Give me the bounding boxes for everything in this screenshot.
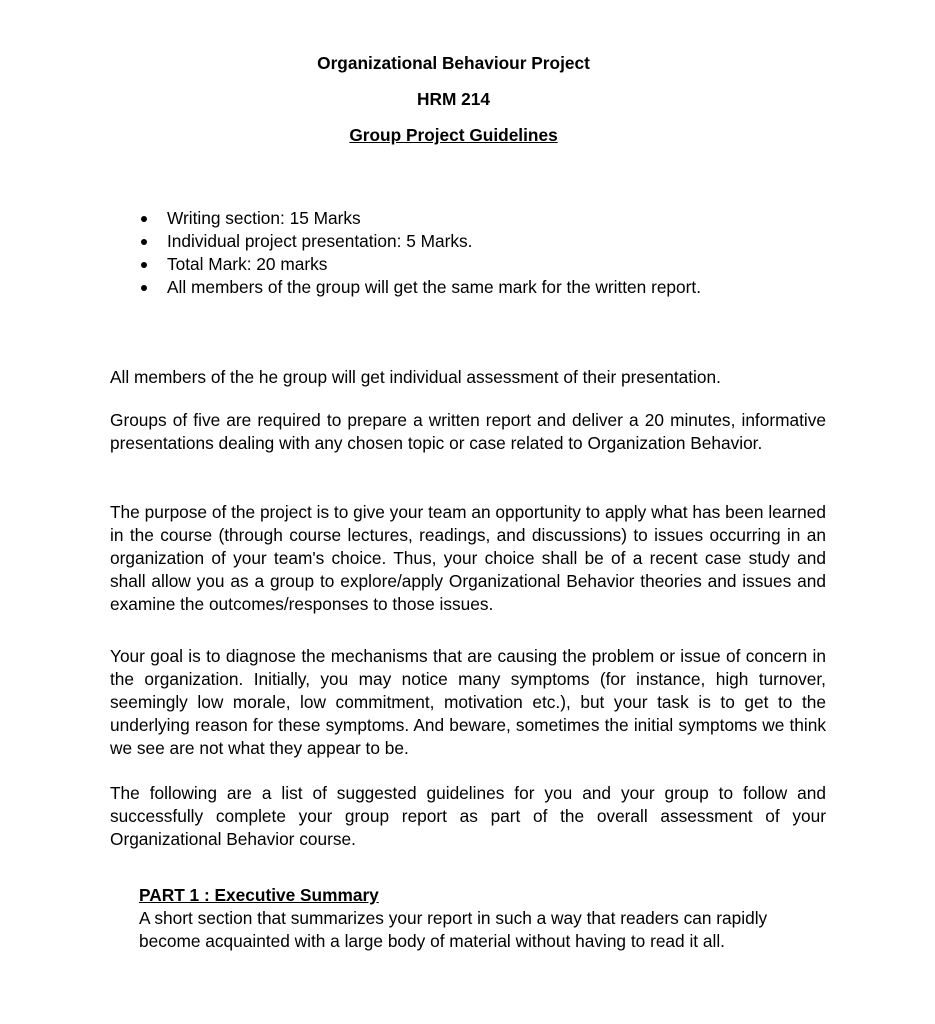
part-1-text: A short section that summarizes your report in such a way that readers can rapidly become acquainted with a large body of material without having to read it all. [139,908,768,951]
list-item [138,230,701,253]
bullet-icon [141,216,147,222]
document-subtitle: Group Project Guidelines [349,125,558,145]
list-item-text: All members of the group will get the same mark for the written report. [167,277,702,297]
part-1-heading: PART 1 : Executive Summary [139,885,379,905]
paragraph-guidelines-intro: The following are a list of suggested guidelines for you and your group to follow and successfully complete your group report as part of the overall assessment of your Organizational Behavior course. [110,783,826,849]
list-item-text: Individual project presentation: 5 Marks. [167,231,473,251]
course-code: HRM 214 [417,89,490,109]
list-item-text: Total Mark: 20 marks [167,254,328,274]
list-item-text: Writing section: 15 Marks [167,208,361,228]
bullet-icon [141,285,147,291]
paragraph-project-purpose: The purpose of the project is to give your team an opportunity to apply what has been learned in the course (through course lectures, readings, and discussions) to issues occurring in an organization of your team's choice. Thus, your choice shall be of a recent case study and shall allow you as a group to explore/apply Organizational Behavior theories and issues and examine the outcomes/responses to those issues. [110,502,826,614]
bullet-icon [141,239,147,245]
paragraph-group-requirements: Groups of five are required to prepare a written report and deliver a 20 minutes, informative presentations dealing with any chosen topic or case related to Organization Behavior. [110,410,826,453]
list-item [138,253,701,276]
list-item [138,276,701,299]
part-1-section [139,884,826,953]
paragraph-individual-assessment: All members of the he group will get individual assessment of their presentation. [110,367,721,387]
document-title: Organizational Behaviour Project [317,53,590,73]
list-item [138,207,701,230]
paragraph-project-goal: Your goal is to diagnose the mechanisms that are causing the problem or issue of concern in the organization. Initially, you may notice many symptoms (for instance, high turnover, seemingly low morale, low commitment, motivation etc.), but your task is to get to the underlying reason for these symptoms. And beware, sometimes the initial symptoms we think we see are not what they appear to be. [110,646,826,758]
marks-list [138,207,701,299]
bullet-icon [141,262,147,268]
